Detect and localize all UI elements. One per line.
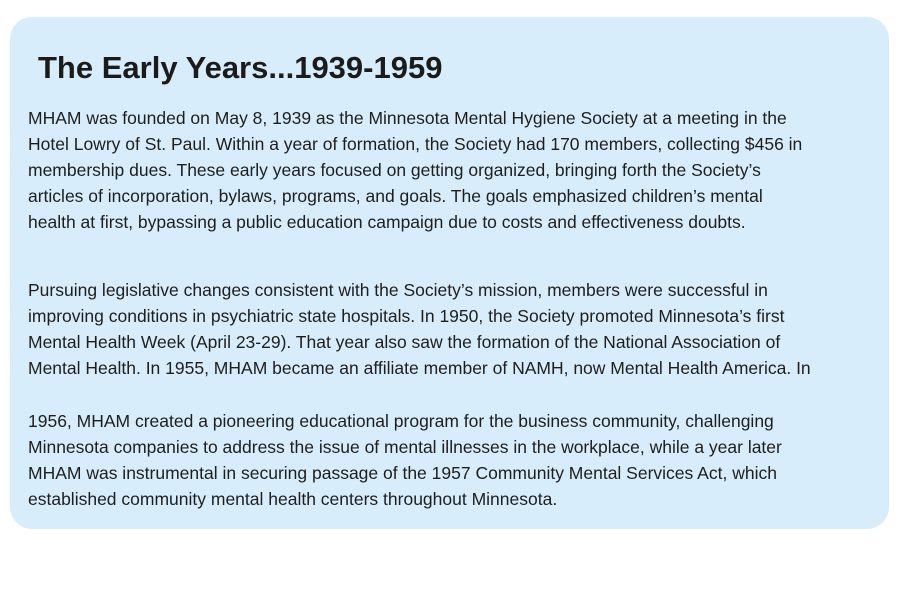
paragraph-line: improving conditions in psychiatric state hospitals. In 1950, the Society promoted Minnesota’s first [28,306,785,326]
paragraph-line: health at first, bypassing a public education campaign due to costs and effectiveness doubts. [28,212,746,232]
paragraph-line: Minnesota companies to address the issue of mental illnesses in the workplace, while a year later [28,437,782,457]
paragraph-line: 1956, MHAM created a pioneering educational program for the business community, challenging [28,411,774,431]
paragraph-founding [28,105,878,235]
paragraph-line: membership dues. These early years focused on getting organized, bringing forth the Society’s [28,160,761,180]
paragraph-line: Mental Health. In 1955, MHAM became an affiliate member of NAMH, now Mental Health America. In [28,358,811,378]
paragraph-line: Mental Health Week (April 23-29). That year also saw the formation of the National Association of [28,332,781,352]
paragraph-line: established community mental health centers throughout Minnesota. [28,489,558,509]
page-title: The Early Years...1939-1959 [38,50,443,85]
paragraph-business-program [28,408,878,512]
content-card [10,17,889,529]
paragraph-line: Pursuing legislative changes consistent with the Society’s mission, members were successful in [28,280,768,300]
paragraph-legislative [28,277,878,381]
paragraph-line: MHAM was founded on May 8, 1939 as the Minnesota Mental Hygiene Society at a meeting in the [28,108,787,128]
paragraph-line: MHAM was instrumental in securing passage of the 1957 Community Mental Services Act, which [28,463,777,483]
paragraph-line: articles of incorporation, bylaws, programs, and goals. The goals emphasized children’s mental [28,186,763,206]
paragraph-line: Hotel Lowry of St. Paul. Within a year of formation, the Society had 170 members, collecting $456 in [28,134,803,154]
